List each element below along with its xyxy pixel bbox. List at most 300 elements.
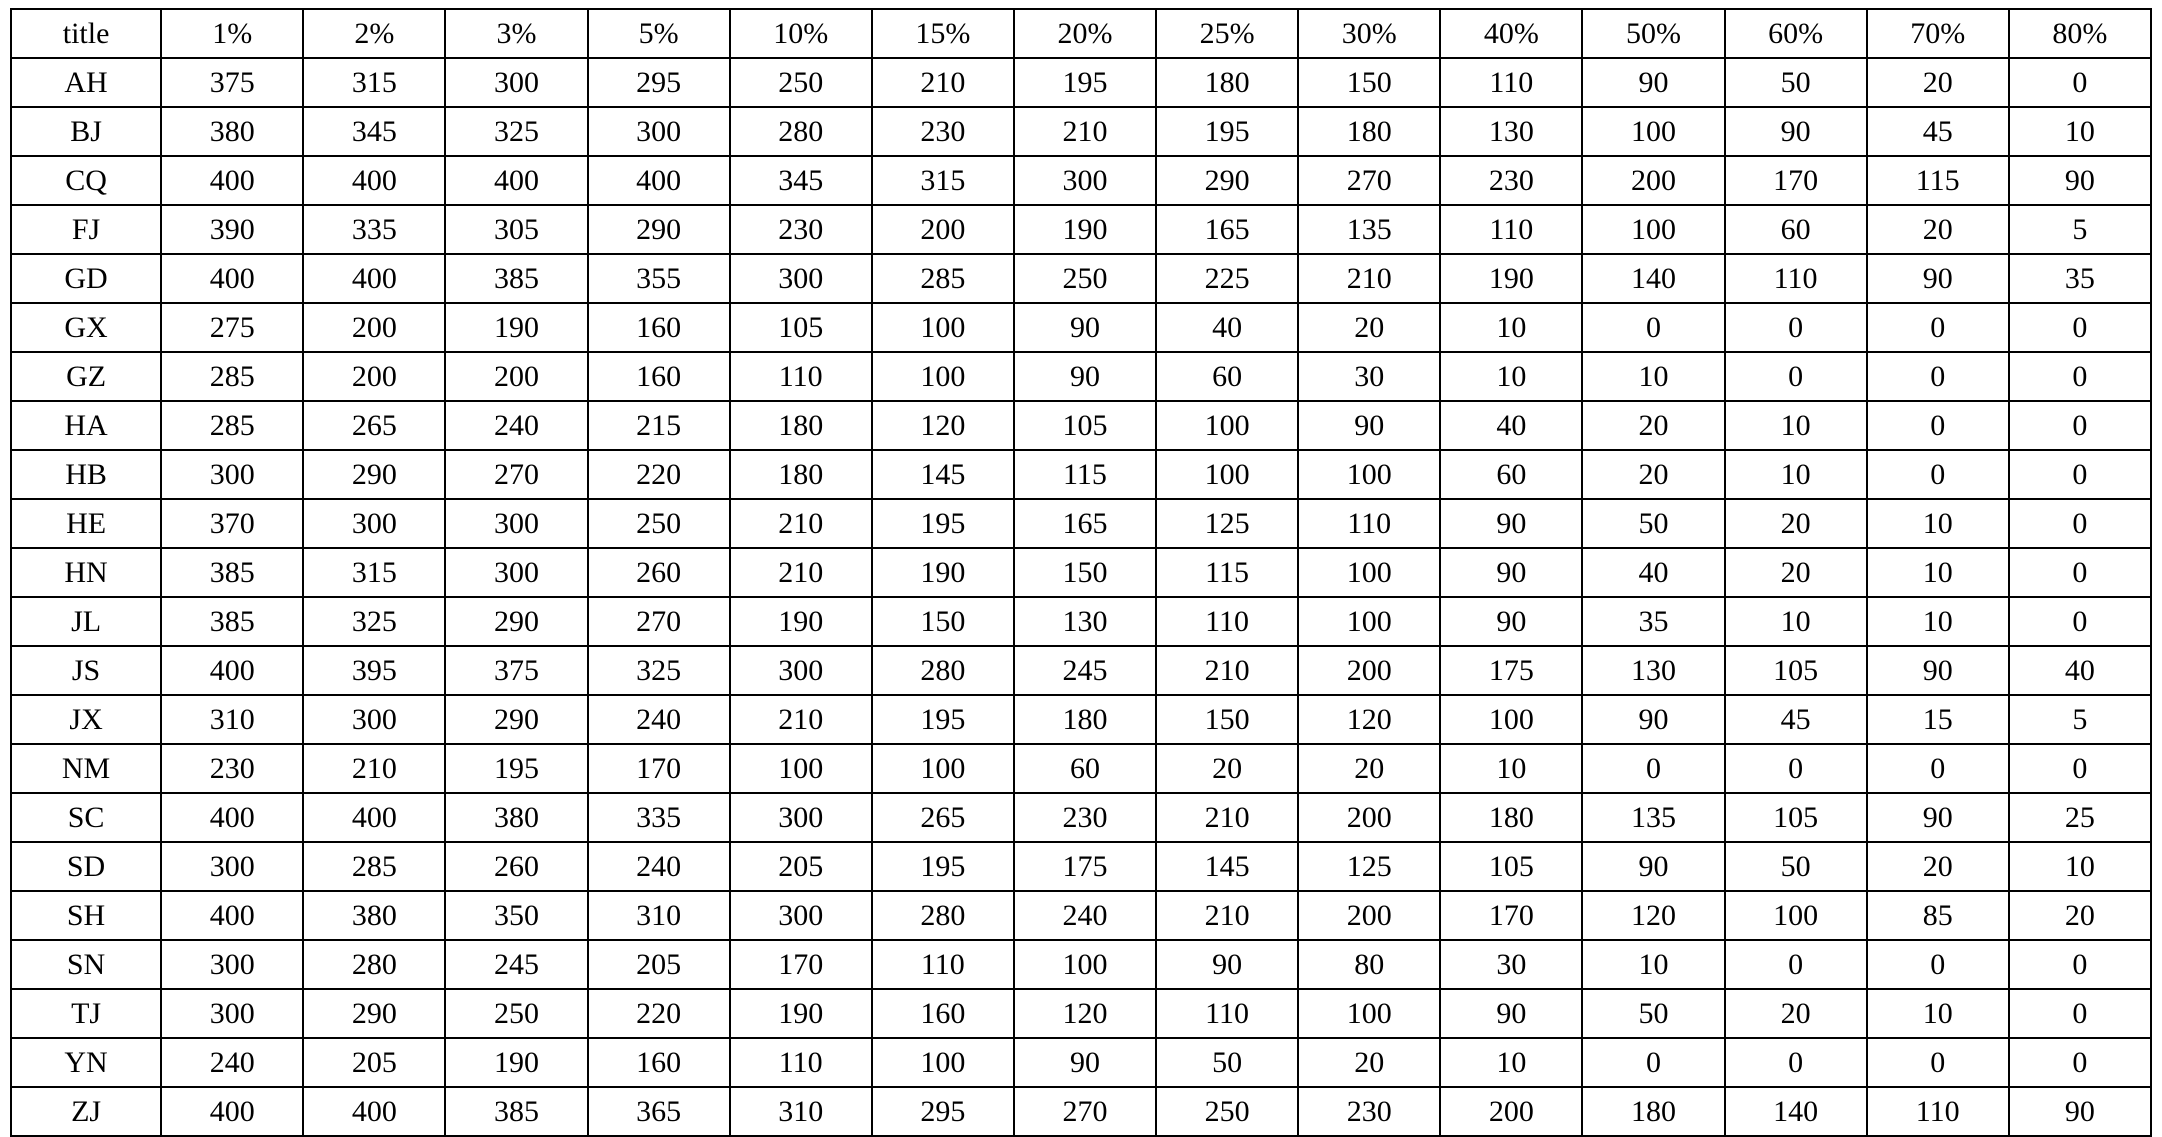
data-cell: 20 xyxy=(1725,989,1867,1038)
data-cell: 270 xyxy=(1014,1087,1156,1136)
data-cell: 0 xyxy=(2009,352,2151,401)
data-cell: 130 xyxy=(1440,107,1582,156)
data-cell: 275 xyxy=(161,303,303,352)
data-cell: 310 xyxy=(730,1087,872,1136)
data-cell: 115 xyxy=(1156,548,1298,597)
data-cell: 20 xyxy=(1298,744,1440,793)
data-cell: 175 xyxy=(1014,842,1156,891)
data-cell: 250 xyxy=(588,499,730,548)
data-cell: 20 xyxy=(1725,548,1867,597)
data-cell: 115 xyxy=(1867,156,2009,205)
data-cell: 20 xyxy=(1298,303,1440,352)
data-cell: 10 xyxy=(1440,352,1582,401)
data-cell: 290 xyxy=(445,597,587,646)
data-cell: 0 xyxy=(1725,744,1867,793)
row-label-cell: SC xyxy=(11,793,161,842)
table-row xyxy=(11,352,2151,401)
data-cell: 200 xyxy=(1582,156,1724,205)
data-cell: 170 xyxy=(1725,156,1867,205)
data-cell: 325 xyxy=(445,107,587,156)
data-cell: 110 xyxy=(730,1038,872,1087)
data-cell: 290 xyxy=(588,205,730,254)
data-cell: 395 xyxy=(303,646,445,695)
table-row xyxy=(11,205,2151,254)
data-cell: 195 xyxy=(445,744,587,793)
data-cell: 385 xyxy=(445,254,587,303)
data-cell: 105 xyxy=(1725,793,1867,842)
data-cell: 110 xyxy=(1440,205,1582,254)
data-cell: 200 xyxy=(303,352,445,401)
row-label-cell: CQ xyxy=(11,156,161,205)
row-label-cell: ZJ xyxy=(11,1087,161,1136)
data-cell: 150 xyxy=(1014,548,1156,597)
data-cell: 145 xyxy=(872,450,1014,499)
data-cell: 380 xyxy=(445,793,587,842)
data-cell: 50 xyxy=(1725,842,1867,891)
column-header: 5% xyxy=(588,9,730,58)
data-cell: 295 xyxy=(872,1087,1014,1136)
column-header: 10% xyxy=(730,9,872,58)
table-row xyxy=(11,646,2151,695)
data-cell: 100 xyxy=(1298,989,1440,1038)
data-cell: 190 xyxy=(730,597,872,646)
data-cell: 195 xyxy=(1014,58,1156,107)
row-label-cell: NM xyxy=(11,744,161,793)
data-cell: 265 xyxy=(872,793,1014,842)
data-cell: 245 xyxy=(445,940,587,989)
data-cell: 195 xyxy=(872,499,1014,548)
data-cell: 110 xyxy=(1156,989,1298,1038)
data-cell: 290 xyxy=(1156,156,1298,205)
data-cell: 280 xyxy=(730,107,872,156)
data-cell: 140 xyxy=(1582,254,1724,303)
data-cell: 400 xyxy=(303,254,445,303)
data-cell: 60 xyxy=(1014,744,1156,793)
data-cell: 385 xyxy=(161,548,303,597)
row-label-cell: GZ xyxy=(11,352,161,401)
row-label-cell: TJ xyxy=(11,989,161,1038)
data-cell: 0 xyxy=(1867,401,2009,450)
data-cell: 20 xyxy=(2009,891,2151,940)
data-cell: 50 xyxy=(1582,499,1724,548)
row-label-cell: HE xyxy=(11,499,161,548)
data-cell: 270 xyxy=(1298,156,1440,205)
data-cell: 310 xyxy=(588,891,730,940)
data-cell: 195 xyxy=(872,842,1014,891)
data-cell: 210 xyxy=(1298,254,1440,303)
data-cell: 400 xyxy=(161,156,303,205)
data-cell: 90 xyxy=(1867,793,2009,842)
data-cell: 280 xyxy=(872,891,1014,940)
data-cell: 290 xyxy=(303,989,445,1038)
data-cell: 400 xyxy=(303,1087,445,1136)
data-cell: 10 xyxy=(1582,940,1724,989)
data-cell: 400 xyxy=(303,156,445,205)
column-header: 15% xyxy=(872,9,1014,58)
data-cell: 315 xyxy=(303,58,445,107)
data-cell: 100 xyxy=(1582,205,1724,254)
data-cell: 50 xyxy=(1156,1038,1298,1087)
data-cell: 160 xyxy=(588,1038,730,1087)
data-cell: 170 xyxy=(730,940,872,989)
data-cell: 285 xyxy=(303,842,445,891)
data-cell: 50 xyxy=(1725,58,1867,107)
data-cell: 345 xyxy=(303,107,445,156)
data-cell: 90 xyxy=(1440,989,1582,1038)
data-cell: 300 xyxy=(1014,156,1156,205)
data-cell: 150 xyxy=(1156,695,1298,744)
data-cell: 90 xyxy=(1014,1038,1156,1087)
data-cell: 85 xyxy=(1867,891,2009,940)
data-cell: 0 xyxy=(1867,352,2009,401)
data-cell: 0 xyxy=(1725,303,1867,352)
data-cell: 315 xyxy=(872,156,1014,205)
data-cell: 0 xyxy=(1725,940,1867,989)
data-cell: 0 xyxy=(2009,401,2151,450)
data-cell: 180 xyxy=(1440,793,1582,842)
data-cell: 285 xyxy=(161,401,303,450)
data-cell: 300 xyxy=(445,548,587,597)
data-cell: 40 xyxy=(2009,646,2151,695)
data-cell: 20 xyxy=(1867,842,2009,891)
data-cell: 45 xyxy=(1725,695,1867,744)
data-cell: 200 xyxy=(1298,793,1440,842)
data-cell: 160 xyxy=(588,303,730,352)
data-cell: 240 xyxy=(161,1038,303,1087)
column-header: 3% xyxy=(445,9,587,58)
data-cell: 240 xyxy=(445,401,587,450)
data-cell: 285 xyxy=(161,352,303,401)
data-cell: 325 xyxy=(303,597,445,646)
data-cell: 200 xyxy=(872,205,1014,254)
data-cell: 20 xyxy=(1156,744,1298,793)
data-cell: 245 xyxy=(1014,646,1156,695)
table-row xyxy=(11,58,2151,107)
data-cell: 220 xyxy=(588,450,730,499)
data-cell: 120 xyxy=(1014,989,1156,1038)
data-cell: 90 xyxy=(1440,548,1582,597)
data-cell: 170 xyxy=(1440,891,1582,940)
data-cell: 375 xyxy=(445,646,587,695)
data-cell: 0 xyxy=(2009,744,2151,793)
data-cell: 105 xyxy=(1725,646,1867,695)
data-cell: 400 xyxy=(588,156,730,205)
data-cell: 250 xyxy=(1156,1087,1298,1136)
data-cell: 180 xyxy=(1298,107,1440,156)
data-cell: 150 xyxy=(872,597,1014,646)
data-cell: 300 xyxy=(161,989,303,1038)
data-cell: 100 xyxy=(872,352,1014,401)
data-cell: 10 xyxy=(1867,548,2009,597)
data-cell: 100 xyxy=(1156,401,1298,450)
row-label-cell: JS xyxy=(11,646,161,695)
data-cell: 230 xyxy=(161,744,303,793)
data-cell: 0 xyxy=(1867,940,2009,989)
row-label-cell: FJ xyxy=(11,205,161,254)
data-cell: 190 xyxy=(445,303,587,352)
data-cell: 15 xyxy=(1867,695,2009,744)
data-cell: 40 xyxy=(1582,548,1724,597)
data-cell: 170 xyxy=(588,744,730,793)
data-cell: 210 xyxy=(730,548,872,597)
data-cell: 210 xyxy=(1156,891,1298,940)
data-cell: 10 xyxy=(1725,401,1867,450)
data-cell: 260 xyxy=(588,548,730,597)
data-cell: 10 xyxy=(1440,1038,1582,1087)
data-cell: 400 xyxy=(161,1087,303,1136)
data-cell: 0 xyxy=(2009,1038,2151,1087)
data-cell: 355 xyxy=(588,254,730,303)
data-cell: 215 xyxy=(588,401,730,450)
data-cell: 25 xyxy=(2009,793,2151,842)
data-cell: 220 xyxy=(588,989,730,1038)
data-cell: 100 xyxy=(730,744,872,793)
data-cell: 135 xyxy=(1582,793,1724,842)
data-cell: 0 xyxy=(1582,1038,1724,1087)
table-header xyxy=(11,9,2151,58)
table-row xyxy=(11,450,2151,499)
data-cell: 60 xyxy=(1725,205,1867,254)
data-cell: 385 xyxy=(445,1087,587,1136)
data-cell: 200 xyxy=(303,303,445,352)
data-cell: 160 xyxy=(588,352,730,401)
data-cell: 100 xyxy=(872,1038,1014,1087)
row-label-cell: BJ xyxy=(11,107,161,156)
data-cell: 115 xyxy=(1014,450,1156,499)
data-cell: 365 xyxy=(588,1087,730,1136)
data-cell: 210 xyxy=(730,695,872,744)
data-cell: 205 xyxy=(303,1038,445,1087)
data-cell: 250 xyxy=(1014,254,1156,303)
data-cell: 240 xyxy=(588,695,730,744)
data-cell: 240 xyxy=(1014,891,1156,940)
data-cell: 300 xyxy=(445,58,587,107)
data-cell: 200 xyxy=(1440,1087,1582,1136)
row-label-cell: JX xyxy=(11,695,161,744)
data-cell: 375 xyxy=(161,58,303,107)
data-cell: 210 xyxy=(1156,646,1298,695)
data-cell: 145 xyxy=(1156,842,1298,891)
table-row xyxy=(11,989,2151,1038)
data-cell: 385 xyxy=(161,597,303,646)
row-label-cell: SN xyxy=(11,940,161,989)
data-cell: 0 xyxy=(1867,1038,2009,1087)
data-cell: 90 xyxy=(1440,597,1582,646)
data-cell: 5 xyxy=(2009,205,2151,254)
data-cell: 110 xyxy=(730,352,872,401)
data-cell: 0 xyxy=(2009,450,2151,499)
data-cell: 305 xyxy=(445,205,587,254)
row-label-cell: SD xyxy=(11,842,161,891)
data-cell: 0 xyxy=(2009,548,2151,597)
data-cell: 370 xyxy=(161,499,303,548)
data-cell: 180 xyxy=(730,401,872,450)
column-header: 20% xyxy=(1014,9,1156,58)
column-header-title: title xyxy=(11,9,161,58)
data-cell: 150 xyxy=(1298,58,1440,107)
data-cell: 210 xyxy=(1156,793,1298,842)
data-cell: 160 xyxy=(872,989,1014,1038)
data-cell: 300 xyxy=(730,254,872,303)
data-cell: 110 xyxy=(1440,58,1582,107)
data-cell: 400 xyxy=(161,254,303,303)
data-cell: 300 xyxy=(588,107,730,156)
data-cell: 100 xyxy=(1582,107,1724,156)
data-cell: 0 xyxy=(1725,1038,1867,1087)
data-cell: 110 xyxy=(1725,254,1867,303)
data-cell: 225 xyxy=(1156,254,1298,303)
data-cell: 30 xyxy=(1440,940,1582,989)
data-cell: 0 xyxy=(2009,58,2151,107)
data-cell: 20 xyxy=(1725,499,1867,548)
data-cell: 110 xyxy=(1867,1087,2009,1136)
data-cell: 10 xyxy=(1867,499,2009,548)
data-cell: 50 xyxy=(1582,989,1724,1038)
data-cell: 105 xyxy=(1014,401,1156,450)
data-cell: 335 xyxy=(588,793,730,842)
data-cell: 400 xyxy=(161,793,303,842)
data-cell: 90 xyxy=(1582,842,1724,891)
data-cell: 90 xyxy=(1582,695,1724,744)
table-row xyxy=(11,254,2151,303)
data-cell: 120 xyxy=(872,401,1014,450)
data-cell: 0 xyxy=(2009,989,2151,1038)
data-cell: 270 xyxy=(588,597,730,646)
data-cell: 325 xyxy=(588,646,730,695)
data-cell: 110 xyxy=(872,940,1014,989)
data-cell: 300 xyxy=(730,646,872,695)
data-cell: 190 xyxy=(730,989,872,1038)
data-cell: 10 xyxy=(1725,450,1867,499)
data-cell: 90 xyxy=(1014,352,1156,401)
table-row xyxy=(11,842,2151,891)
column-header: 1% xyxy=(161,9,303,58)
data-cell: 230 xyxy=(730,205,872,254)
data-cell: 130 xyxy=(1582,646,1724,695)
data-cell: 90 xyxy=(1867,646,2009,695)
data-cell: 90 xyxy=(1867,254,2009,303)
data-cell: 0 xyxy=(2009,940,2151,989)
column-header: 80% xyxy=(2009,9,2151,58)
data-cell: 0 xyxy=(1867,744,2009,793)
data-cell: 200 xyxy=(1298,646,1440,695)
data-cell: 125 xyxy=(1298,842,1440,891)
data-cell: 90 xyxy=(1298,401,1440,450)
data-cell: 400 xyxy=(303,793,445,842)
data-cell: 210 xyxy=(1014,107,1156,156)
column-header: 25% xyxy=(1156,9,1298,58)
row-label-cell: GX xyxy=(11,303,161,352)
data-cell: 300 xyxy=(445,499,587,548)
data-cell: 130 xyxy=(1014,597,1156,646)
data-cell: 250 xyxy=(445,989,587,1038)
data-cell: 205 xyxy=(730,842,872,891)
row-label-cell: HN xyxy=(11,548,161,597)
row-label-cell: HB xyxy=(11,450,161,499)
data-cell: 190 xyxy=(872,548,1014,597)
data-cell: 40 xyxy=(1156,303,1298,352)
data-cell: 195 xyxy=(872,695,1014,744)
data-cell: 125 xyxy=(1156,499,1298,548)
row-label-cell: JL xyxy=(11,597,161,646)
data-cell: 0 xyxy=(1867,303,2009,352)
data-cell: 300 xyxy=(161,940,303,989)
table-row xyxy=(11,793,2151,842)
row-label-cell: GD xyxy=(11,254,161,303)
data-cell: 300 xyxy=(161,842,303,891)
data-cell: 20 xyxy=(1582,401,1724,450)
data-cell: 350 xyxy=(445,891,587,940)
data-cell: 190 xyxy=(445,1038,587,1087)
data-cell: 90 xyxy=(1156,940,1298,989)
data-cell: 270 xyxy=(445,450,587,499)
data-cell: 60 xyxy=(1440,450,1582,499)
data-cell: 90 xyxy=(1440,499,1582,548)
data-cell: 300 xyxy=(303,499,445,548)
data-cell: 110 xyxy=(1156,597,1298,646)
table-row xyxy=(11,156,2151,205)
table-row xyxy=(11,940,2151,989)
data-cell: 290 xyxy=(445,695,587,744)
data-cell: 300 xyxy=(730,891,872,940)
data-cell: 300 xyxy=(303,695,445,744)
data-cell: 90 xyxy=(2009,1087,2151,1136)
data-cell: 10 xyxy=(2009,107,2151,156)
table-row xyxy=(11,695,2151,744)
data-cell: 210 xyxy=(872,58,1014,107)
data-cell: 100 xyxy=(1298,597,1440,646)
column-header: 60% xyxy=(1725,9,1867,58)
data-cell: 400 xyxy=(161,646,303,695)
column-header: 30% xyxy=(1298,9,1440,58)
data-cell: 0 xyxy=(2009,597,2151,646)
data-cell: 180 xyxy=(1156,58,1298,107)
data-cell: 90 xyxy=(2009,156,2151,205)
row-label-cell: SH xyxy=(11,891,161,940)
data-cell: 5 xyxy=(2009,695,2151,744)
row-label-cell: HA xyxy=(11,401,161,450)
data-cell: 180 xyxy=(730,450,872,499)
data-cell: 240 xyxy=(588,842,730,891)
data-cell: 90 xyxy=(1582,58,1724,107)
data-cell: 205 xyxy=(588,940,730,989)
data-cell: 300 xyxy=(730,793,872,842)
table-row xyxy=(11,303,2151,352)
data-cell: 165 xyxy=(1014,499,1156,548)
data-cell: 100 xyxy=(1156,450,1298,499)
data-cell: 90 xyxy=(1014,303,1156,352)
data-cell: 120 xyxy=(1582,891,1724,940)
data-cell: 380 xyxy=(303,891,445,940)
data-cell: 285 xyxy=(872,254,1014,303)
data-cell: 300 xyxy=(161,450,303,499)
data-cell: 230 xyxy=(1298,1087,1440,1136)
data-cell: 20 xyxy=(1867,58,2009,107)
data-cell: 400 xyxy=(445,156,587,205)
table-row xyxy=(11,548,2151,597)
data-cell: 110 xyxy=(1298,499,1440,548)
data-cell: 210 xyxy=(303,744,445,793)
data-cell: 20 xyxy=(1582,450,1724,499)
data-cell: 0 xyxy=(2009,303,2151,352)
data-cell: 290 xyxy=(303,450,445,499)
data-cell: 180 xyxy=(1014,695,1156,744)
data-cell: 90 xyxy=(1725,107,1867,156)
data-cell: 35 xyxy=(2009,254,2151,303)
data-cell: 195 xyxy=(1156,107,1298,156)
data-cell: 400 xyxy=(161,891,303,940)
data-cell: 35 xyxy=(1582,597,1724,646)
